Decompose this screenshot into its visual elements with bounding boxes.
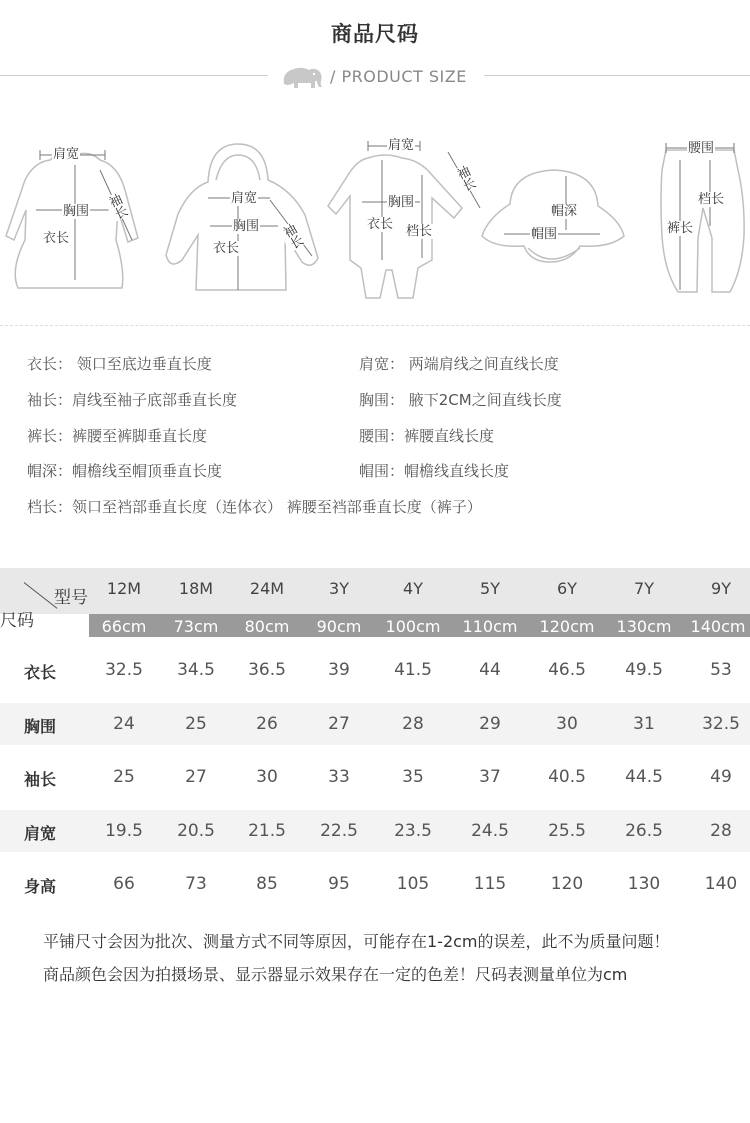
table-cell: 34.5 — [177, 660, 215, 680]
height-cell: 80cm — [244, 617, 290, 636]
table-cell: 31 — [633, 714, 655, 734]
def-waist: 腰围：裤腰直线长度 — [359, 427, 495, 445]
g3-chest-label: 胸围 — [388, 195, 415, 210]
table-cell: 49.5 — [625, 660, 663, 680]
g5-length-label: 裤长 — [667, 221, 694, 236]
table-cell: 73 — [185, 874, 207, 894]
table-cell: 53 — [710, 660, 732, 680]
subtitle: / PRODUCT SIZE — [330, 67, 467, 86]
table-row — [0, 703, 750, 745]
table-cell: 130 — [627, 874, 661, 894]
table-cell: 23.5 — [394, 821, 432, 841]
g2-shoulder-label: 肩宽 — [231, 191, 258, 206]
row-label: 袖长 — [24, 770, 57, 789]
table-cell: 44.5 — [625, 767, 663, 787]
elephant-icon — [278, 64, 326, 90]
model-header: 24M — [249, 579, 285, 598]
table-cell: 29 — [479, 714, 501, 734]
height-cell: 140cm — [690, 617, 746, 636]
model-header: 5Y — [480, 579, 500, 598]
table-cell: 44 — [479, 660, 501, 680]
page-title: 商品尺码 — [331, 22, 419, 46]
table-cell: 28 — [402, 714, 424, 734]
table-cell: 22.5 — [320, 821, 358, 841]
row-label: 身高 — [24, 877, 57, 896]
section-divider — [0, 325, 750, 326]
corner-size-label: 尺码 — [0, 611, 34, 631]
g4-circ-label: 帽围 — [531, 227, 558, 242]
table-cell: 26.5 — [625, 821, 663, 841]
table-row — [0, 649, 750, 691]
note-line-2: 商品颜色会因为拍摄场景、显示器显示效果存在一定的色差！尺码表测量单位为cm — [43, 965, 628, 984]
table-cell: 21.5 — [248, 821, 286, 841]
model-header: 9Y — [711, 579, 731, 598]
table-cell: 40.5 — [548, 767, 586, 787]
table-cell: 36.5 — [248, 660, 286, 680]
def-chest: 胸围： 腋下2CM之间直线长度 — [359, 391, 562, 409]
def-pants-length: 裤长：裤腰至裤脚垂直长度 — [27, 427, 208, 445]
table-cell: 27 — [328, 714, 350, 734]
g1-shoulder-label: 肩宽 — [53, 147, 80, 162]
g3-shoulder-label: 肩宽 — [388, 138, 415, 153]
row-label: 衣长 — [24, 663, 57, 682]
table-cell: 85 — [256, 874, 278, 894]
divider-left — [0, 75, 268, 76]
table-cell: 25 — [113, 767, 135, 787]
table-cell: 39 — [328, 660, 350, 680]
garment-illustrations — [0, 130, 750, 310]
table-cell: 33 — [328, 767, 350, 787]
def-length: 衣长： 领口至底边垂直长度 — [27, 355, 212, 373]
table-cell: 46.5 — [548, 660, 586, 680]
def-crotch: 档长：领口至裆部垂直长度（连体衣） 裤腰至裆部垂直长度（裤子） — [27, 498, 482, 516]
height-cell: 90cm — [316, 617, 362, 636]
note-line-1: 平铺尺寸会因为批次、测量方式不同等原因，可能存在1-2cm的误差，此不为质量问题！ — [43, 932, 670, 951]
def-sleeve: 袖长：肩线至袖子底部垂直长度 — [27, 391, 238, 409]
def-shoulder: 肩宽： 两端肩线之间直线长度 — [359, 355, 559, 373]
height-row — [89, 614, 750, 637]
table-row — [0, 756, 750, 798]
table-cell: 25 — [185, 714, 207, 734]
g1-sleeve-label: 袖长 — [104, 192, 129, 222]
height-cell: 73cm — [173, 617, 219, 636]
table-header-row — [0, 568, 750, 614]
row-label: 胸围 — [24, 717, 57, 736]
height-cell: 100cm — [385, 617, 441, 636]
table-cell: 41.5 — [394, 660, 432, 680]
model-header: 18M — [178, 579, 214, 598]
row-label: 肩宽 — [24, 824, 57, 843]
height-cell: 66cm — [101, 617, 147, 636]
table-cell: 25.5 — [548, 821, 586, 841]
model-header: 3Y — [329, 579, 349, 598]
height-cell: 110cm — [462, 617, 518, 636]
table-cell: 49 — [710, 767, 732, 787]
table-cell: 30 — [556, 714, 578, 734]
g1-chest-label: 胸围 — [63, 204, 90, 219]
model-header: 12M — [106, 579, 142, 598]
g5-crotch-label: 档长 — [698, 192, 725, 207]
g3-length-label: 衣长 — [367, 217, 394, 232]
table-cell: 26 — [256, 714, 278, 734]
table-cell: 24.5 — [471, 821, 509, 841]
g4-depth-label: 帽深 — [551, 204, 578, 219]
table-cell: 37 — [479, 767, 501, 787]
table-row — [0, 810, 750, 852]
table-cell: 120 — [550, 874, 584, 894]
table-cell: 20.5 — [177, 821, 215, 841]
model-header: 6Y — [557, 579, 577, 598]
table-cell: 66 — [113, 874, 135, 894]
g3-sleeve-label: 袖长 — [452, 164, 477, 194]
table-cell: 28 — [710, 821, 732, 841]
table-cell: 35 — [402, 767, 424, 787]
height-cell: 120cm — [539, 617, 595, 636]
height-cell: 130cm — [616, 617, 672, 636]
table-cell: 95 — [328, 874, 350, 894]
table-cell: 32.5 — [105, 660, 143, 680]
def-hat-depth: 帽深：帽檐线至帽顶垂直长度 — [27, 462, 223, 480]
table-cell: 27 — [185, 767, 207, 787]
subtitle-row — [0, 64, 750, 90]
model-header: 7Y — [634, 579, 654, 598]
table-row — [0, 863, 750, 905]
table-cell: 19.5 — [105, 821, 143, 841]
table-cell: 140 — [704, 874, 738, 894]
table-cell: 30 — [256, 767, 278, 787]
g2-chest-label: 胸围 — [233, 219, 260, 234]
g3-crotch-label: 档长 — [406, 224, 433, 239]
g1-length-label: 衣长 — [43, 231, 70, 246]
table-cell: 105 — [396, 874, 430, 894]
corner-model-label: 型号 — [54, 588, 88, 608]
table-cell: 24 — [113, 714, 135, 734]
table-cell: 115 — [473, 874, 507, 894]
def-hat-circ: 帽围：帽檐线直线长度 — [359, 462, 510, 480]
g5-waist-label: 腰围 — [688, 141, 715, 156]
model-header: 4Y — [403, 579, 423, 598]
g2-sleeve-label: 袖长 — [278, 221, 305, 253]
g2-length-label: 衣长 — [213, 241, 240, 256]
divider-right — [484, 75, 750, 76]
table-cell: 32.5 — [702, 714, 740, 734]
